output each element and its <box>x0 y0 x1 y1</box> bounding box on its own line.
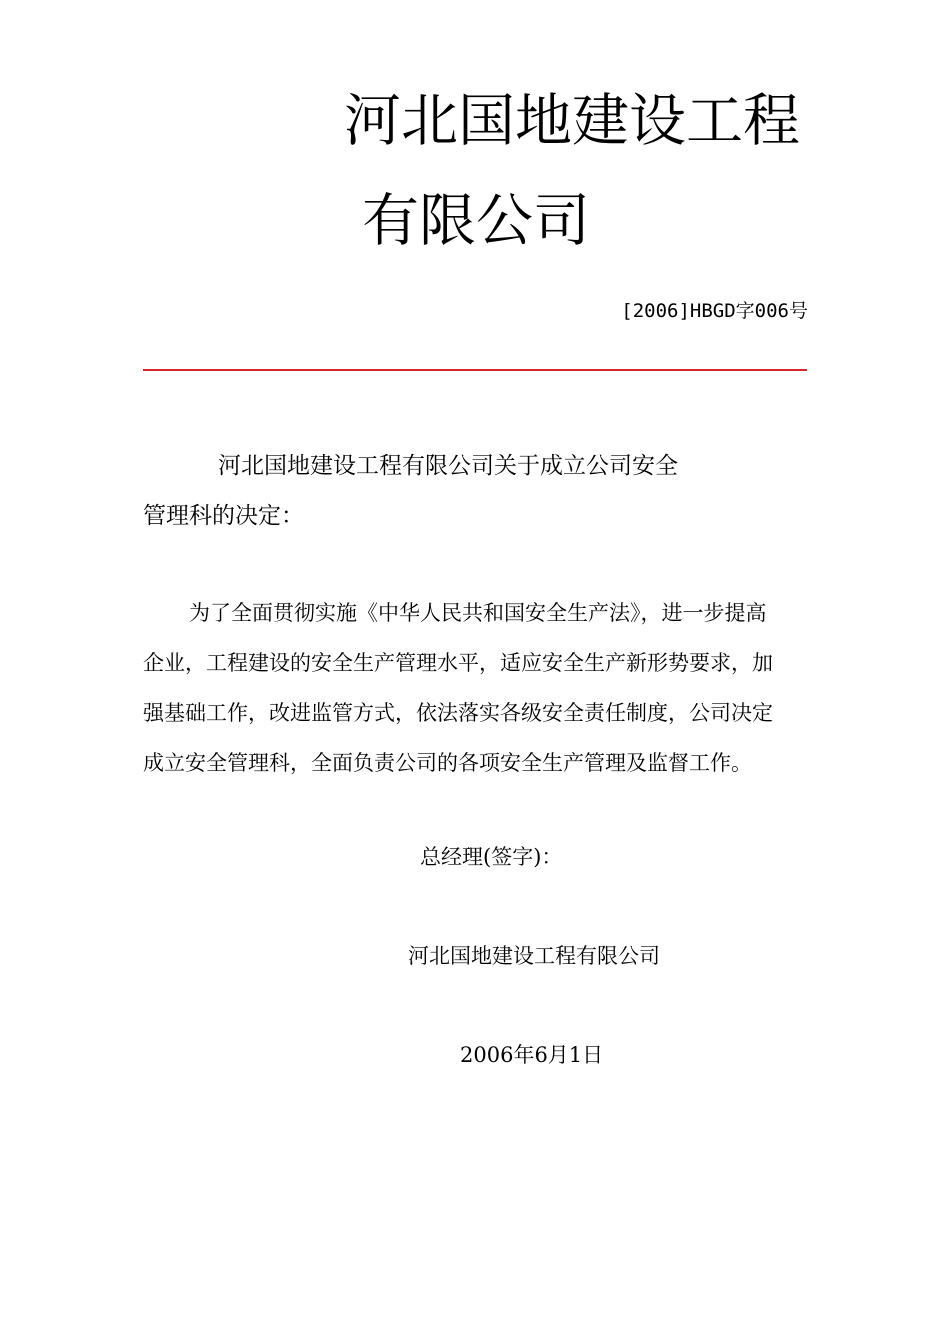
document-subject <box>143 440 807 542</box>
body-paragraph <box>143 588 807 788</box>
document-date: 2006年6月1日 <box>460 1043 604 1067</box>
subject-line1: 河北国地建设工程有限公司关于成立公司安全 <box>218 453 678 479</box>
body-line: 为了全面贯彻实施《中华人民共和国安全生产法》，进一步提高 <box>189 601 767 625</box>
red-divider-line <box>143 369 807 371</box>
subject-line2: 管理科的决定： <box>143 503 304 529</box>
company-signature: 河北国地建设工程有限公司 <box>408 944 660 968</box>
body-line: 企业，工程建设的安全生产管理水平，适应安全生产新形势要求，加 <box>143 651 773 675</box>
body-line: 成立安全管理科，全面负责公司的各项安全生产管理及监督工作。 <box>143 751 752 775</box>
letterhead-title-line1: 河北国地建设工程 <box>344 88 800 154</box>
signature-label: 总经理(签字)： <box>420 845 563 869</box>
letterhead-title-line2: 有限公司 <box>362 188 590 254</box>
document-number: [2006]HBGD字006号 <box>621 300 808 322</box>
body-line: 强基础工作，改进监管方式，依法落实各级安全责任制度，公司决定 <box>143 701 773 725</box>
